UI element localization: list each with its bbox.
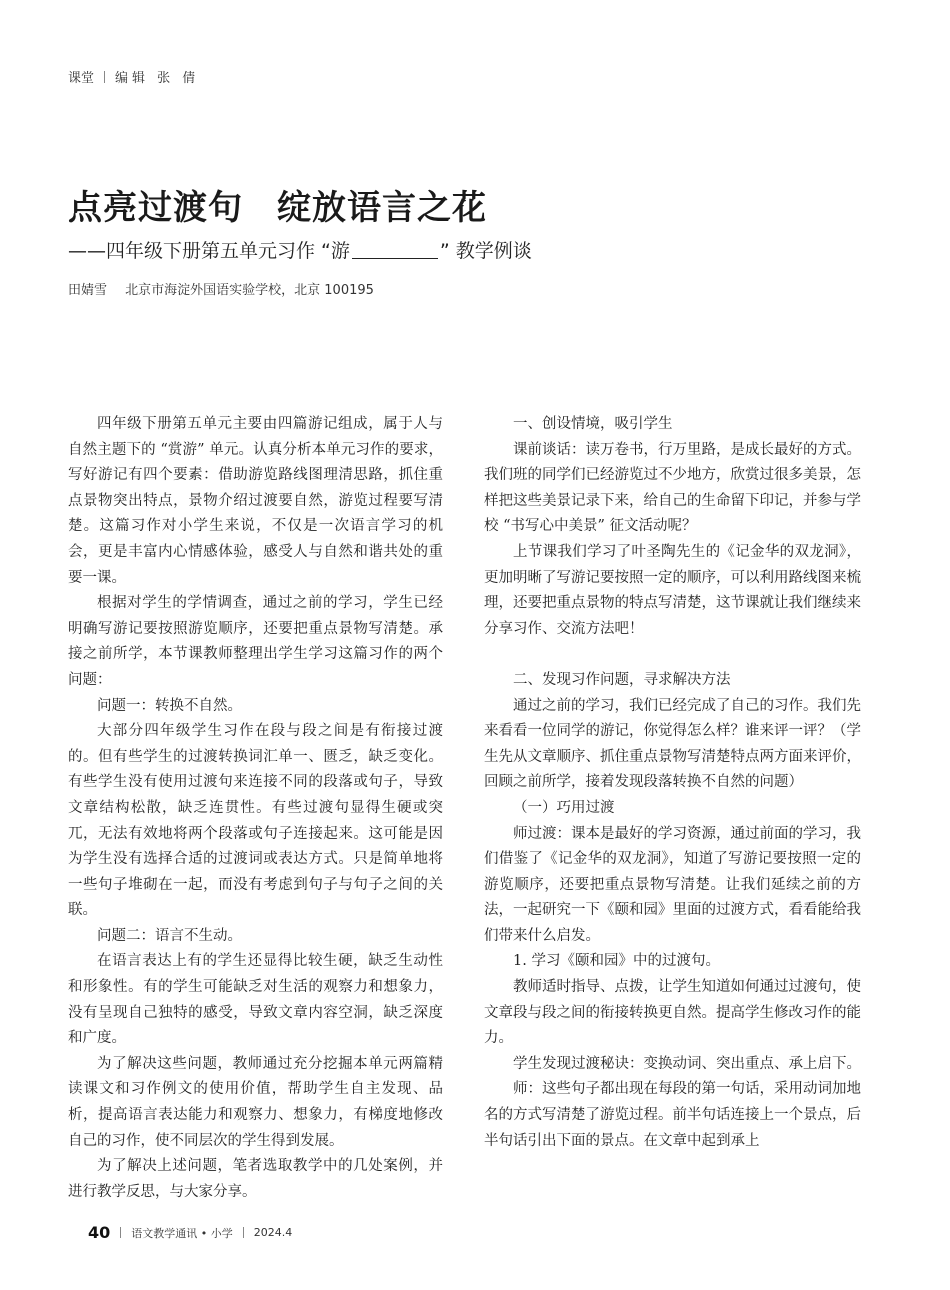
paragraph: 师：这些句子都出现在每段的第一句话，采用动词加地名的方式写清楚了游览过程。前半句话连接上一个景点，后半句话引出下面的景点。在文章中起到承上 (484, 1081, 861, 1149)
subtitle-prefix: ——四年级下册第五单元习作 “游 (68, 240, 350, 262)
page-footer (88, 1223, 292, 1242)
paragraph: 在语言表达上有的学生还显得比较生硬，缺乏生动性和形象性。有的学生可能缺乏对生活的观察力和想象力，没有呈现自己独特的感受，导致文章内容空洞，缺乏深度和广度。 (68, 953, 443, 1047)
issue-date: 2024.4 (253, 1226, 293, 1239)
page-number: 40 (88, 1223, 111, 1242)
header-divider (104, 71, 105, 83)
paragraph: 为了解决这些问题，教师通过充分挖掘本单元两篇精读课文和习作例文的使用价值，帮助学生自主发现、品析，提高语言表达能力和观察力、想象力，有梯度地修改自己的习作，使不同层次的学生得到发展。 (68, 1055, 443, 1149)
paragraph: 上节课我们学习了叶圣陶先生的《记金华的双龙洞》，更加明晰了写游记要按照一定的顺序，可以利用路线图来梳理，还要把重点景物的特点写清楚，这节课就让我们继续来分享习作、交流方法吧！ (484, 543, 861, 637)
left-column (68, 412, 443, 1205)
journal-name: 语文教学通讯 • 小学 (131, 1226, 233, 1240)
paragraph: 通过之前的学习，我们已经完成了自己的习作。我们先来看看一位同学的游记，你觉得怎么样？谁来评一评？（学生先从文章顺序、抓住重点景物写清楚特点两方面来评价，回顾之前所学，接着发现段落转换不自然的问题） (484, 697, 861, 791)
subsection-heading: （一）巧用过渡 (513, 799, 615, 816)
right-column (484, 412, 861, 1154)
footer-divider (120, 1227, 121, 1238)
author-line (68, 279, 374, 298)
paragraph: 四年级下册第五单元主要由四篇游记组成，属于人与自然主题下的 “赏游” 单元。认真分析本单元习作的要求，写好游记有四个要素：借助游览路线图理清思路，抓住重点景物突出特点，景物介绍过渡要自然，游览过程要写清楚。这篇习作对小学生来说，不仅是一次语言学习的机会，更是丰富内心情感体验，感受人与自然和谐共处的重要一课。 (68, 416, 443, 586)
article-title (68, 180, 487, 229)
author-name: 田婧雪 (68, 283, 108, 298)
subtitle-suffix: ” 教学例谈 (439, 240, 532, 262)
running-header (68, 67, 199, 86)
paragraph: 课前谈话：读万卷书，行万里路，是成长最好的方式。我们班的同学们已经游览过不少地方，欣赏过很多美景，怎样把这些美景记录下来，给自己的生命留下印记，并参与学校 “书写心中美景” 征文活动呢？ (484, 441, 861, 535)
paragraph: 大部分四年级学生习作在段与段之间是有衔接过渡的。但有些学生的过渡转换词汇单一、匮乏，缺乏变化。有些学生没有使用过渡句来连接不同的段落或句子，导致文章结构松散，缺乏连贯性。有些过渡句显得生硬或突兀，无法有效地将两个段落或句子连接起来。这可能是因为学生没有选择合适的过渡词或表达方式。只是简单地将一些句子堆砌在一起，而没有考虑到句子与句子之间的关联。 (68, 723, 443, 919)
paragraph: 师过渡：课本是最好的学习资源，通过前面的学习，我们借鉴了《记金华的双龙洞》，知道了写游记要按照一定的游览顺序，还要把重点景物写清楚。让我们延续之前的方法，一起研究一下《颐和园》里面的过渡方式，看看能给我们带来什么启发。 (484, 825, 861, 944)
paragraph: 问题一：转换不自然。 (97, 697, 242, 714)
paragraph: 学生发现过渡秘诀：变换动词、突出重点、承上启下。 (513, 1055, 861, 1072)
paragraph: 为了解决上述问题，笔者选取教学中的几处案例，并进行教学反思，与大家分享。 (68, 1158, 443, 1200)
section-heading-2: 二、发现习作问题，寻求解决方法 (513, 671, 731, 688)
paragraph: 1. 学习《颐和园》中的过渡句。 (513, 953, 720, 970)
section-label: 课堂 (68, 71, 95, 86)
article-subtitle (68, 236, 532, 263)
section-heading-1: 一、创设情境，吸引学生 (513, 416, 673, 432)
title-part-2: 绽放语言之花 (277, 188, 487, 228)
paragraph: 教师适时指导、点拨，让学生知道如何通过过渡句，使文章段与段之间的衔接转换更自然。提高学生修改习作的能力。 (484, 979, 861, 1047)
paragraph: 根据对学生的学情调查，通过之前的学习，学生已经明确写游记要按照游览顺序，还要把重点景物写清楚。承接之前所学，本节课教师整理出学生学习这篇习作的两个问题： (68, 595, 443, 688)
paragraph: 问题二：语言不生动。 (97, 927, 242, 944)
editor-credit: 编辑 张 倩 (115, 71, 200, 86)
subtitle-blank-line (352, 240, 438, 259)
footer-divider (243, 1227, 244, 1238)
author-affiliation: 北京市海淀外国语实验学校，北京 100195 (125, 283, 374, 298)
title-part-1: 点亮过渡句 (68, 188, 243, 228)
